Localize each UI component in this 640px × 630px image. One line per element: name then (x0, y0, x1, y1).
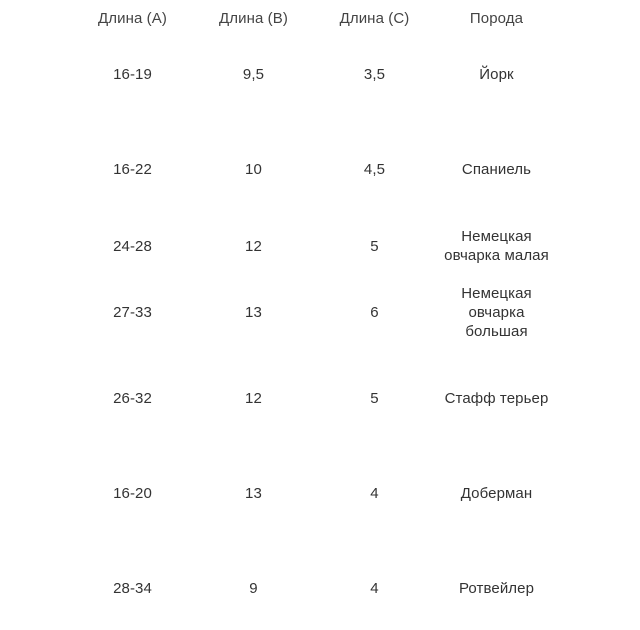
header-length-a: Длина (A) (98, 9, 167, 27)
cell-length-b: 10 (245, 161, 262, 178)
cell-breed: Ротвейлер (458, 579, 535, 597)
cell-length-b: 12 (245, 389, 262, 407)
cell-length-c: 5 (370, 389, 379, 407)
cell-length-c: 6 (370, 304, 379, 321)
table-row (72, 265, 558, 360)
cell-length-b: 12 (245, 237, 262, 255)
cell-breed: Йорк (479, 65, 514, 83)
cell-length-a: 16-20 (113, 484, 152, 502)
table-row (72, 36, 558, 112)
cell-length-c: 4 (370, 579, 379, 597)
table-header (72, 0, 558, 36)
cell-breed: Немецкая овчарка большая (461, 285, 532, 340)
cell-length-a: 16-19 (113, 65, 152, 83)
cell-length-c: 3,5 (363, 65, 386, 83)
size-table (72, 0, 558, 626)
cell-length-a: 16-22 (113, 161, 152, 178)
cell-length-b: 13 (245, 304, 262, 321)
cell-breed: Спаниель (461, 161, 532, 178)
header-length-c: Длина (C) (339, 9, 410, 27)
cell-length-a: 26-32 (113, 389, 152, 407)
header-length-b: Длина (B) (219, 9, 288, 27)
cell-breed: Стафф терьер (444, 389, 549, 407)
table-row (72, 112, 558, 227)
cell-length-b: 9 (249, 579, 258, 597)
cell-length-c: 4,5 (363, 161, 386, 178)
table-row (72, 360, 558, 436)
table-body (72, 36, 558, 626)
table-row (72, 436, 558, 550)
header-row (72, 0, 558, 36)
cell-length-a: 28-34 (113, 579, 152, 597)
cell-breed: Доберман (460, 484, 533, 502)
table-row (72, 227, 558, 265)
cell-length-a: 24-28 (113, 237, 152, 255)
table-row (72, 550, 558, 626)
cell-length-c: 5 (370, 237, 379, 255)
cell-length-b: 9,5 (242, 65, 265, 83)
header-breed: Порода (469, 9, 524, 27)
cell-length-a: 27-33 (113, 304, 152, 321)
cell-length-c: 4 (370, 484, 379, 502)
cell-breed: Немецкая овчарка малая (444, 228, 549, 264)
cell-length-b: 13 (245, 484, 262, 502)
